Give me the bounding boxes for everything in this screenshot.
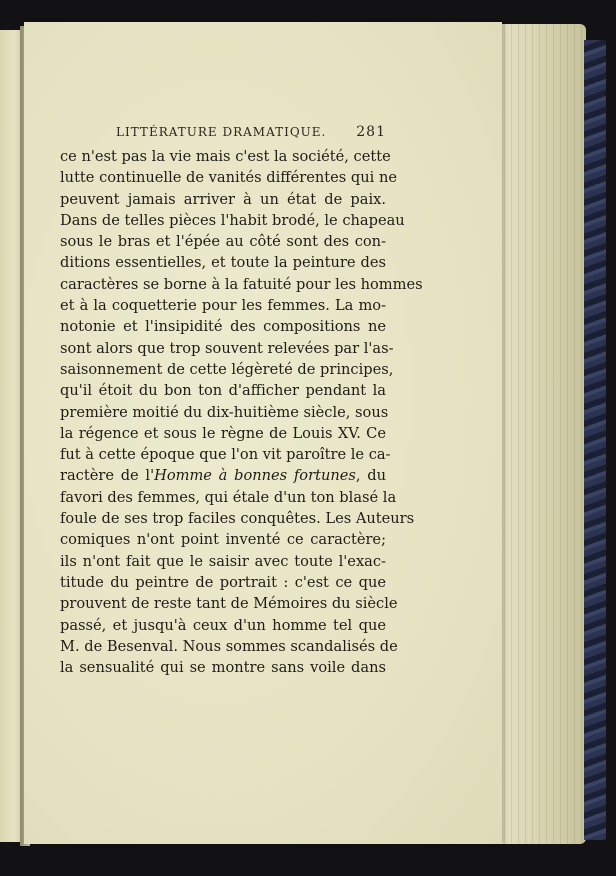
running-title: LITTÉRATURE DRAMATIQUE. [116, 125, 327, 139]
text-line: ditions essentielles, et toute la peinture des [60, 254, 386, 272]
text-line: sont alors que trop souvent relevées par l'as- [60, 339, 394, 357]
text-line: qu'il étoit du bon ton d'afficher pendant la [60, 382, 386, 400]
page-stack-edges [490, 24, 586, 844]
text-line: et à la coquetterie pour les femmes. La mo- [60, 297, 386, 315]
text-line: première moitié du dix-huitième siècle, sous [60, 403, 389, 421]
marbled-cover-edge [584, 40, 606, 840]
text-line: sous le bras et l'épée au côté sont des con- [60, 233, 386, 251]
text-line: peuvent jamais arriver à un état de paix. [60, 190, 386, 208]
text-line: prouvent de reste tant de Mémoires du siècle [60, 595, 398, 613]
italic-title: Homme à bonnes fortunes [154, 467, 356, 485]
page-number: 281 [356, 124, 386, 140]
line-after: , du [355, 467, 386, 485]
text-line: ce n'est pas la vie mais c'est la société, cette [60, 148, 391, 165]
text-line: fut à cette époque que l'on vit paroître le ca- [60, 446, 391, 464]
text-line: passé, et jusqu'à ceux d'un homme tel que [60, 616, 386, 634]
text-line: M. de Besenval. Nous sommes scandalisés de [60, 637, 398, 655]
text-line: foule de ses trop faciles conquêtes. Les Auteurs [60, 510, 415, 528]
text-line: saisonnement de cette légèreté de principes, [60, 360, 394, 378]
text-line: notonie et l'insipidité des compositions ne [60, 318, 386, 336]
text-line-italic-title [60, 465, 386, 486]
line-before: ractère de l' [60, 467, 155, 485]
text-line: caractères se borne à la fatuité pour les hommes [60, 275, 423, 293]
text-line: la régence et sous le règne de Louis XV. Ce [60, 424, 386, 442]
text-line: comiques n'ont point inventé ce caractère; [60, 531, 386, 549]
text-line: lutte continuelle de vanités différentes qui ne [60, 169, 398, 187]
body-text [60, 146, 423, 678]
text-line: Dans de telles pièces l'habit brodé, le chapeau [60, 211, 405, 229]
text-line: ils n'ont fait que le saisir avec toute l'exac- [60, 552, 386, 570]
text-line: titude du peintre de portrait : c'est ce que [60, 573, 386, 591]
running-header [116, 124, 386, 140]
text-line: la sensualité qui se montre sans voile dans [60, 659, 386, 677]
text-line: favori des femmes, qui étale d'un ton blasé la [60, 488, 397, 506]
